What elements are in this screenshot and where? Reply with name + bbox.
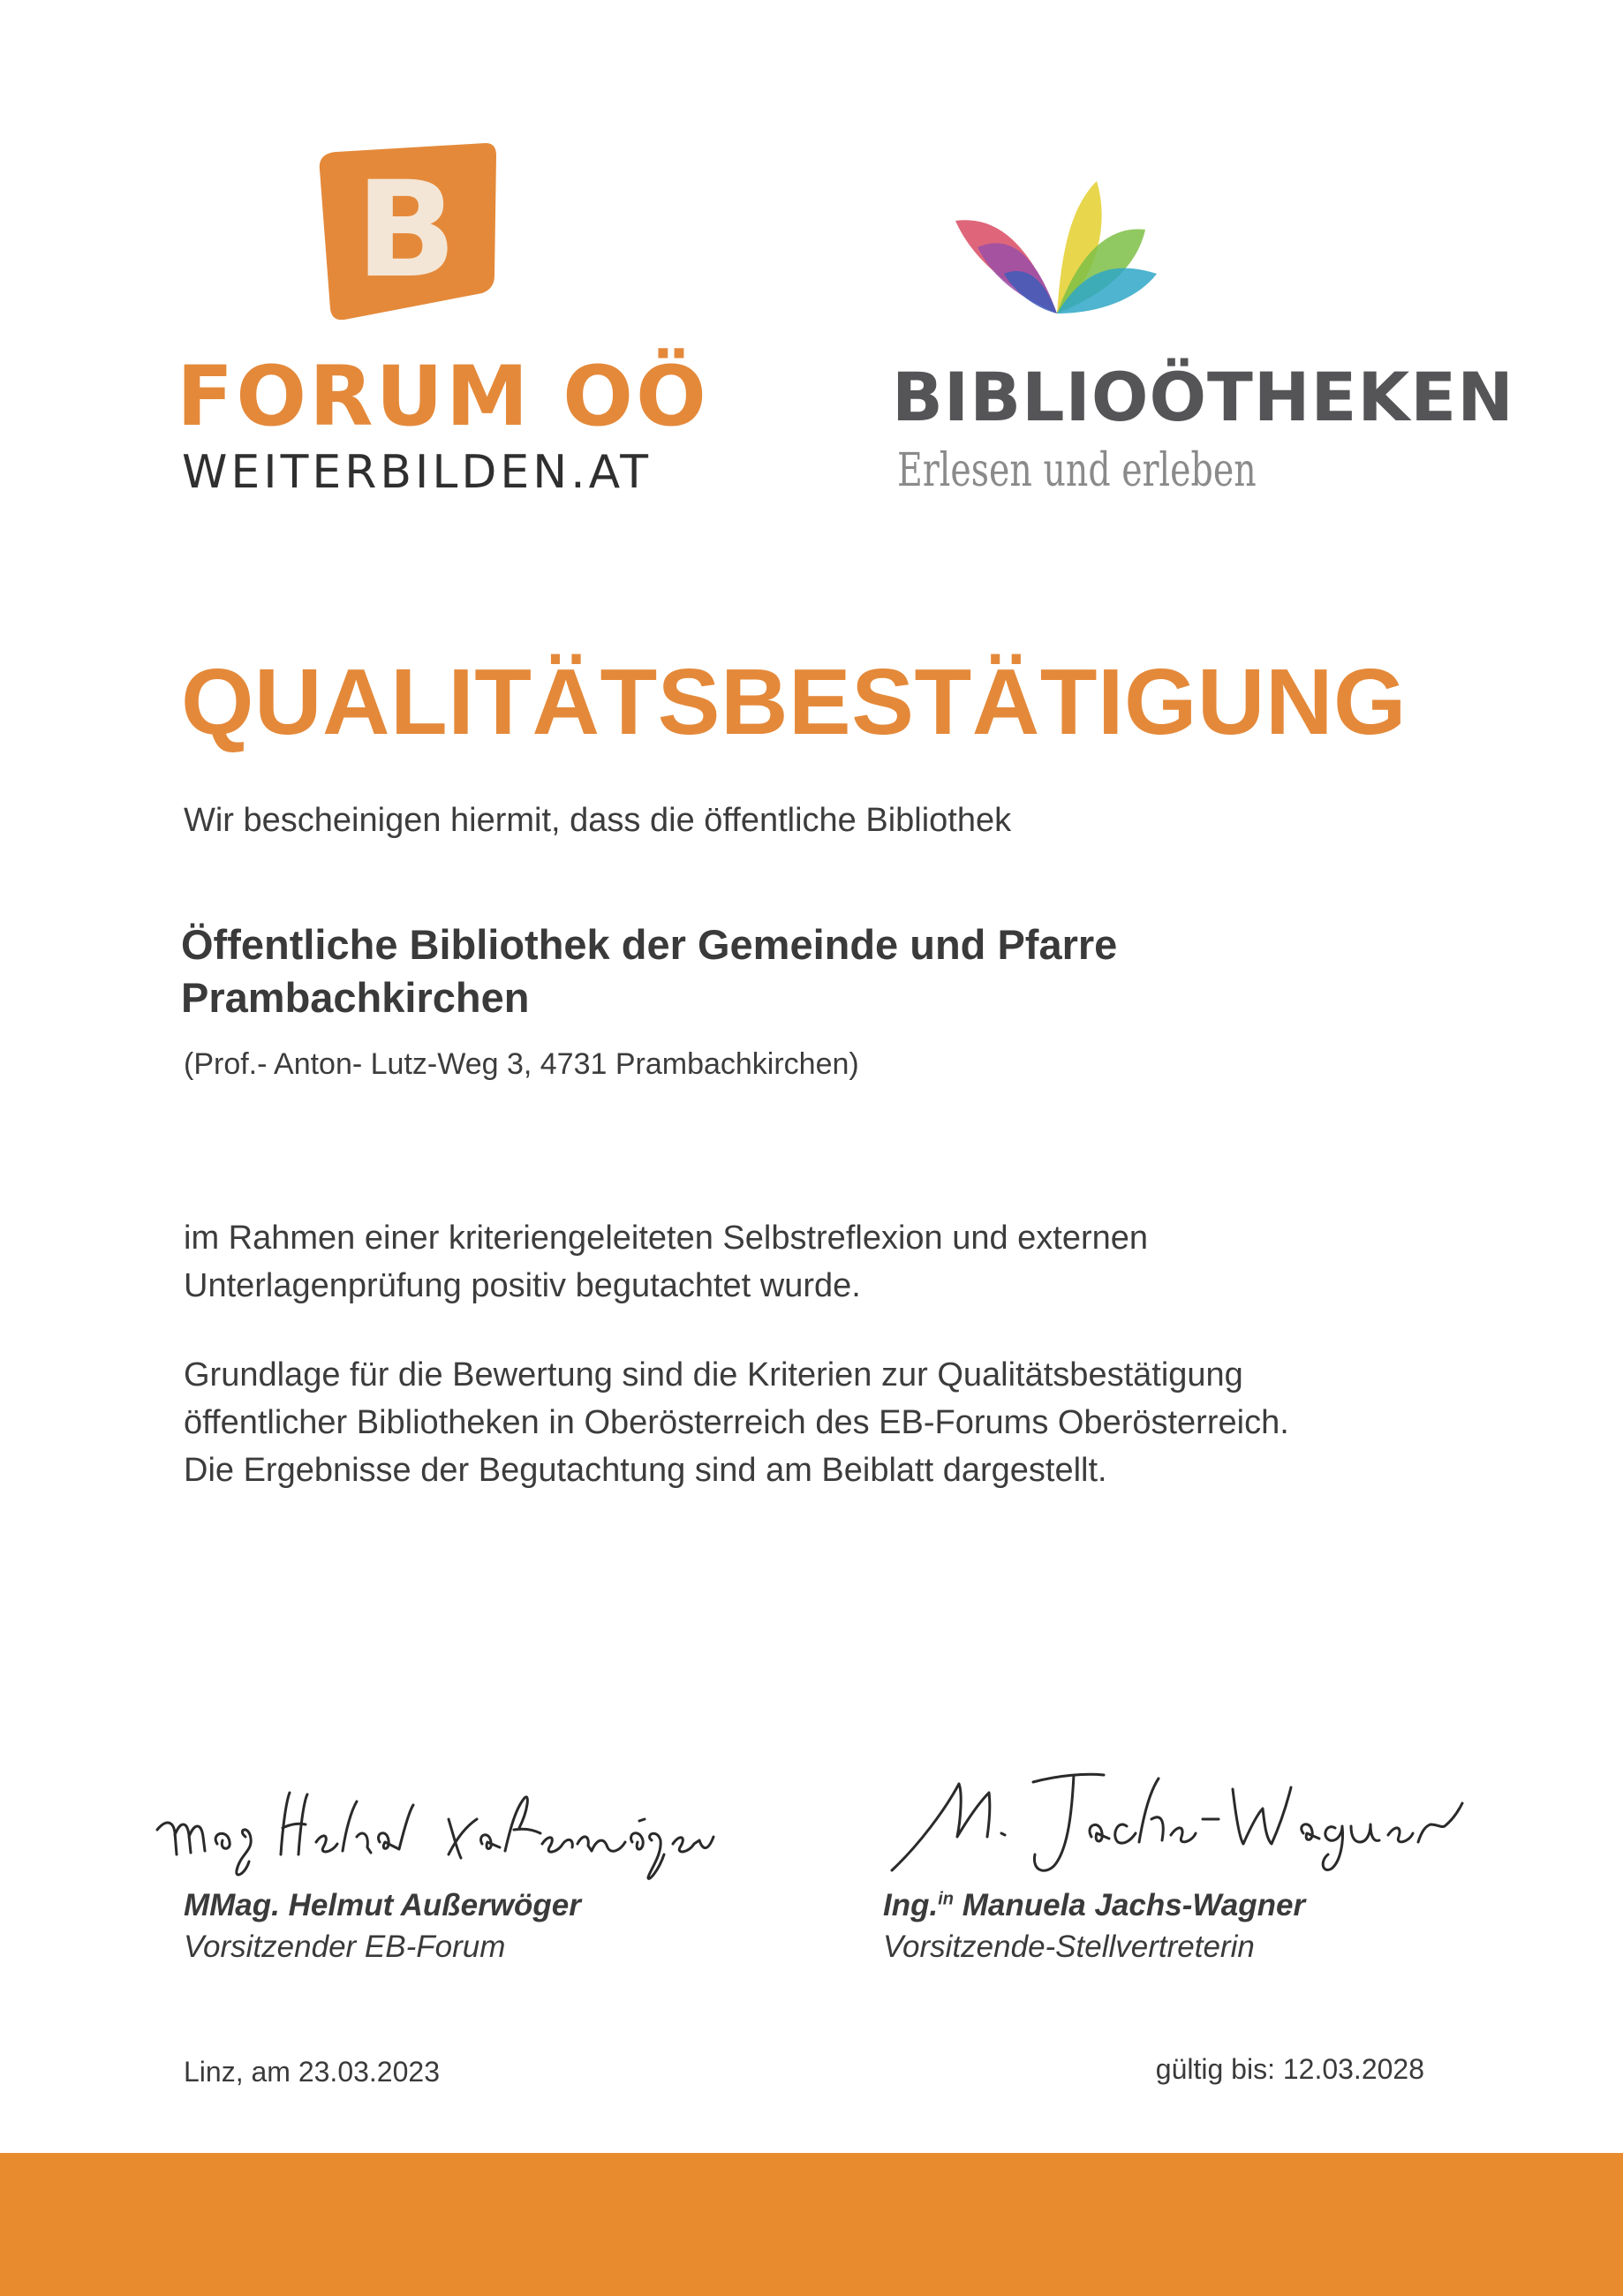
criteria-line2: öffentlicher Bibliotheken in Oberösterreich des EB-Forums Oberösterreich. [184, 1404, 1289, 1441]
bibliotheken-logo-name: BIBLIOÖTHEKEN [892, 358, 1514, 436]
library-name-line2: Prambachkirchen [181, 974, 530, 1021]
criteria-line1: Grundlage für die Bewertung sind die Kriterien zur Qualitätsbestätigung [184, 1356, 1243, 1393]
signer-left-name: MMag. Helmut Außerwöger [184, 1888, 581, 1922]
bibliotheken-logo-tagline: Erlesen und erleben [897, 444, 1257, 497]
signer-right-title: Ing. [883, 1888, 939, 1922]
intro-text: Wir bescheinigen hiermit, dass die öffentliche Bibliothek [184, 802, 1012, 839]
signature-right-icon [883, 1757, 1501, 1881]
assessment-line2: Unterlagenprüfung positiv begutachtet wurde. [184, 1267, 861, 1304]
open-book-butterfly-icon [955, 181, 1159, 349]
signature-left-icon [148, 1766, 766, 1890]
forum-logo-name: FORUM OÖ [177, 349, 709, 445]
criteria-paragraph [184, 1351, 1289, 1494]
signer-right-title-suffix: in [938, 1889, 954, 1909]
signer-left-role: Vorsitzender EB-Forum [184, 1930, 506, 1964]
forum-mark-letter: B [355, 154, 457, 307]
place-and-date: Linz, am 23.03.2023 [184, 2056, 440, 2088]
valid-until-date: gültig bis: 12.03.2028 [1155, 2053, 1424, 2085]
forum-oo-logo [177, 132, 709, 503]
signer-right-fullname: Manuela Jachs-Wagner [954, 1888, 1306, 1922]
assessment-paragraph [184, 1214, 1148, 1310]
criteria-line3: Die Ergebnisse der Begutachtung sind am Beiblatt dargestellt. [184, 1452, 1107, 1489]
forum-logo-subtitle: WEITERBILDEN.AT [182, 446, 652, 499]
assessment-line1: im Rahmen einer kriteriengeleiteten Selbstreflexion und externen [184, 1220, 1149, 1257]
library-name-line1: Öffentliche Bibliothek der Gemeinde und Pfarre [181, 921, 1118, 968]
certificate-title: QUALITÄTSBESTÄTIGUNG [181, 650, 1407, 754]
signer-right-role: Vorsitzende-Stellvertreterin [883, 1930, 1255, 1964]
forum-b-mark-icon [309, 143, 503, 320]
bottom-color-band [0, 2153, 1623, 2296]
library-address: (Prof.- Anton- Lutz-Weg 3, 4731 Prambachkirchen) [184, 1047, 859, 1081]
bibliotheken-logo [892, 181, 1514, 517]
signer-right-name [883, 1888, 1305, 1923]
library-name [181, 918, 1117, 1024]
